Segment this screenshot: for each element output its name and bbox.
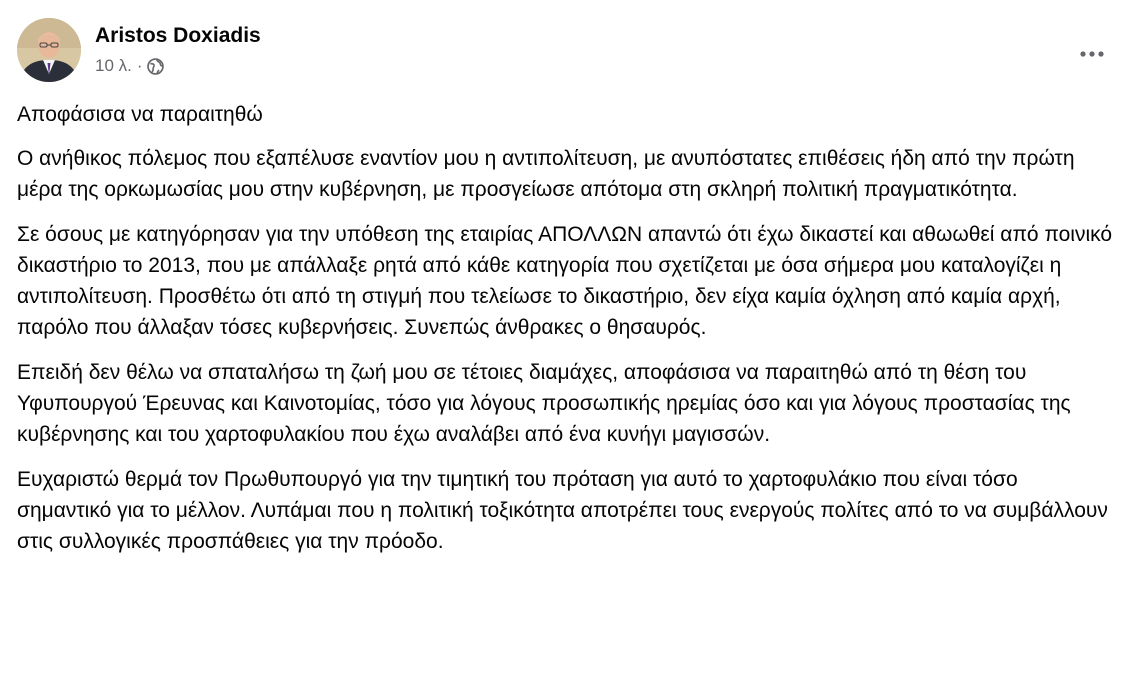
post-title: Αποφάσισα να παραιτηθώ — [17, 103, 263, 126]
author-name[interactable]: Aristos Doxiadis — [95, 24, 261, 47]
author-avatar[interactable] — [17, 18, 81, 82]
profile-photo — [17, 18, 81, 82]
post-header — [16, 18, 1116, 88]
post-body — [17, 99, 1117, 571]
post-paragraph-4: Ευχαριστώ θερμά τον Πρωθυπουργό για την τιμητική του πρόταση για αυτό το χαρτοφυλάκιο που είναι τόσο σημαντικό για το μέλλον. Λυπάμαι που η πολιτική τοξικότητα αποτρέπει τους ενεργούς πολίτες από το να συμβάλλουν στις συλλογικές προσπάθειες για την πρόοδο. — [17, 468, 1108, 553]
post-timestamp[interactable]: 10 λ. — [95, 56, 132, 75]
post-paragraph-2: Σε όσους με κατηγόρησαν για την υπόθεση της εταιρίας ΑΠΟΛΛΩΝ απαντώ ότι έχω δικαστεί και αθωωθεί από ποινικό δικαστήριο το 2013, που με απάλλαξε ρητά από κάθε κατηγορία που σχετίζεται με όσα σήμερα μου καταλογίζει η αντιπολίτευση. Προσθέτω ότι από τη στιγμή που τελείωσε το δικαστήριο, δεν είχα καμία όχληση από καμία αρχή, παρόλο που άλλαξαν τόσες κυβερνήσεις. Συνεπώς άνθρακες ο θησαυρός. — [17, 223, 1113, 339]
more-options-icon[interactable] — [1074, 44, 1110, 64]
post-meta — [95, 56, 164, 76]
meta-separator: · — [136, 56, 143, 75]
post-paragraph-3: Επειδή δεν θέλω να σπαταλήσω τη ζωή μου σε τέτοιες διαμάχες, αποφάσισα να παραιτηθώ από τη θέση του Υφυπουργού Έρευνας και Καινοτομίας, τόσο για λόγους προσωπικής ηρεμίας όσο και για λόγους προστασίας της κυβέρνησης και του χαρτοφυλακίου που έχω αναλάβει από ένα κυνήγι μαγισσών. — [17, 361, 1071, 446]
globe-icon[interactable] — [147, 58, 164, 75]
post-paragraph-1: Ο ανήθικος πόλεμος που εξαπέλυσε εναντίον μου η αντιπολίτευση, με ανυπόστατες επιθέσεις ήδη από την πρώτη μέρα της ορκωμωσίας μου στην κυβέρνηση, με προσγείωσε απότομα στη σκληρή πολιτική πραγματικότητα. — [17, 147, 1075, 201]
